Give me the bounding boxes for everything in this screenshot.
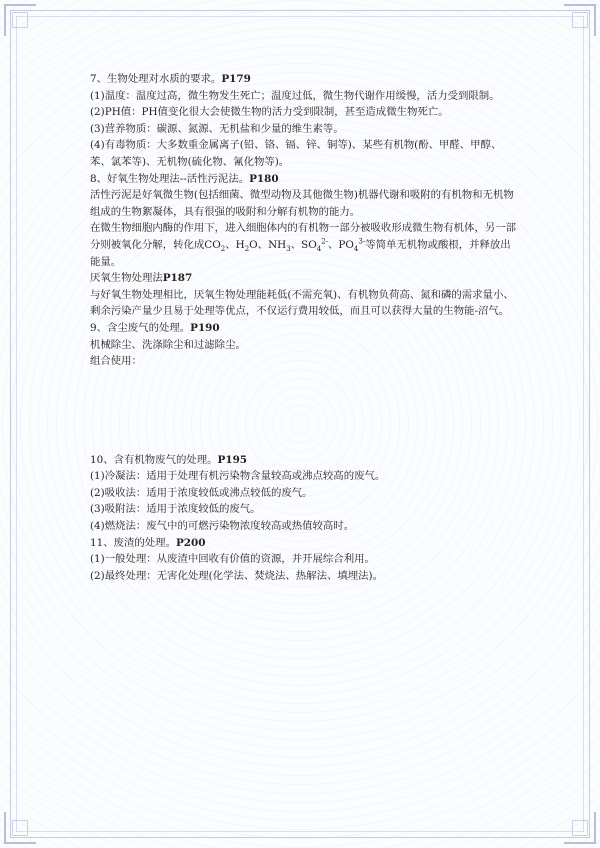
section-7-item: 苯、氯苯等)、无机物(硫化物、氰化物等)。 (90, 155, 290, 168)
blank-space (90, 370, 518, 452)
section-10-item: (3)吸附法：适用于浓度较低的废气。 (90, 503, 261, 516)
section-7-item: (4)有毒物质：大多数重金属离子(铅、铬、镉、锌、铜等)、某些有机物(酚、甲醛、甲醇、 (90, 139, 502, 152)
section-10-heading: 10、含有机物废气的处理。P195 (90, 453, 248, 466)
section-9-line: 机械除尘、洗涤除尘和过滤除尘。 (90, 338, 246, 351)
document-body (90, 71, 518, 584)
anaerobic-paragraph: 与好氧生物处理相比，厌氧生物处理能耗低(不需充氧)、有机物负荷高、氮和磷的需求量小、剩余污染产量少且易于处理等优点，不仅运行费用较低，而且可以获得大量的生物能-沼气。 (90, 288, 514, 318)
section-10-item: (4)燃烧法：废气中的可燃污染物浓度较高或热值较高时。 (90, 520, 355, 533)
section-7-item: (2)PH值：PH值变化很大会使微生物的活力受到限制，甚至造成微生物死亡。 (90, 106, 449, 119)
section-7-item: (1)温度：温度过高，微生物发生死亡；温度过低，微生物代谢作用缓慢，活力受到限制。 (90, 89, 500, 102)
corner-ornament-top-right (564, 4, 596, 36)
section-8-paragraph-2: 在微生物细胞内酶的作用下，进入细胞体内的有机物一部分被吸收形成微生物有机体，另一部分则被氧化分解，转化成$CO_2$、$H_2O$、$NH_3$、$SO_4^{2-}$、$PO_4^{3-}$等简单无机物或酸根，并释放出能量。 (90, 222, 517, 268)
section-11-heading: 11、废渣的处理。P200 (90, 536, 206, 549)
section-10-item: (1)冷凝法：适用于处理有机污染物含量较高或沸点较高的废气。 (90, 470, 386, 483)
section-8-heading: 8、好氧生物处理法--活性污泥法。P180 (90, 172, 279, 185)
section-11-item: (2)最终处理：无害化处理(化学法、焚烧法、热解法、填埋法)。 (90, 569, 383, 582)
corner-ornament-top-left (4, 4, 36, 36)
section-7-heading: 7、生物处理对水质的要求。P179 (90, 73, 251, 85)
section-9-heading: 9、含尘废气的处理。P190 (90, 321, 220, 334)
section-10-item: (2)吸收法：适用于浓度较低或沸点较低的废气。 (90, 486, 313, 499)
corner-ornament-bottom-right (564, 812, 596, 844)
section-11-item: (1)一般处理：从废渣中回收有价值的资源，并开展综合利用。 (90, 553, 375, 566)
section-7-item: (3)营养物质：碳源、氮源、无机盐和少量的维生素等。 (90, 122, 344, 135)
section-8-paragraph-1: 活性污泥是好氧微生物(包括细菌、微型动物及其他微生物)机器代谢和吸附的有机物和无机物组成的生物絮凝体，具有很强的吸附和分解有机物的能力。 (90, 189, 514, 218)
corner-ornament-bottom-left (4, 812, 36, 844)
section-9-line: 组合使用： (90, 355, 142, 368)
anaerobic-heading: 厌氧生物处理法P187 (90, 272, 193, 285)
